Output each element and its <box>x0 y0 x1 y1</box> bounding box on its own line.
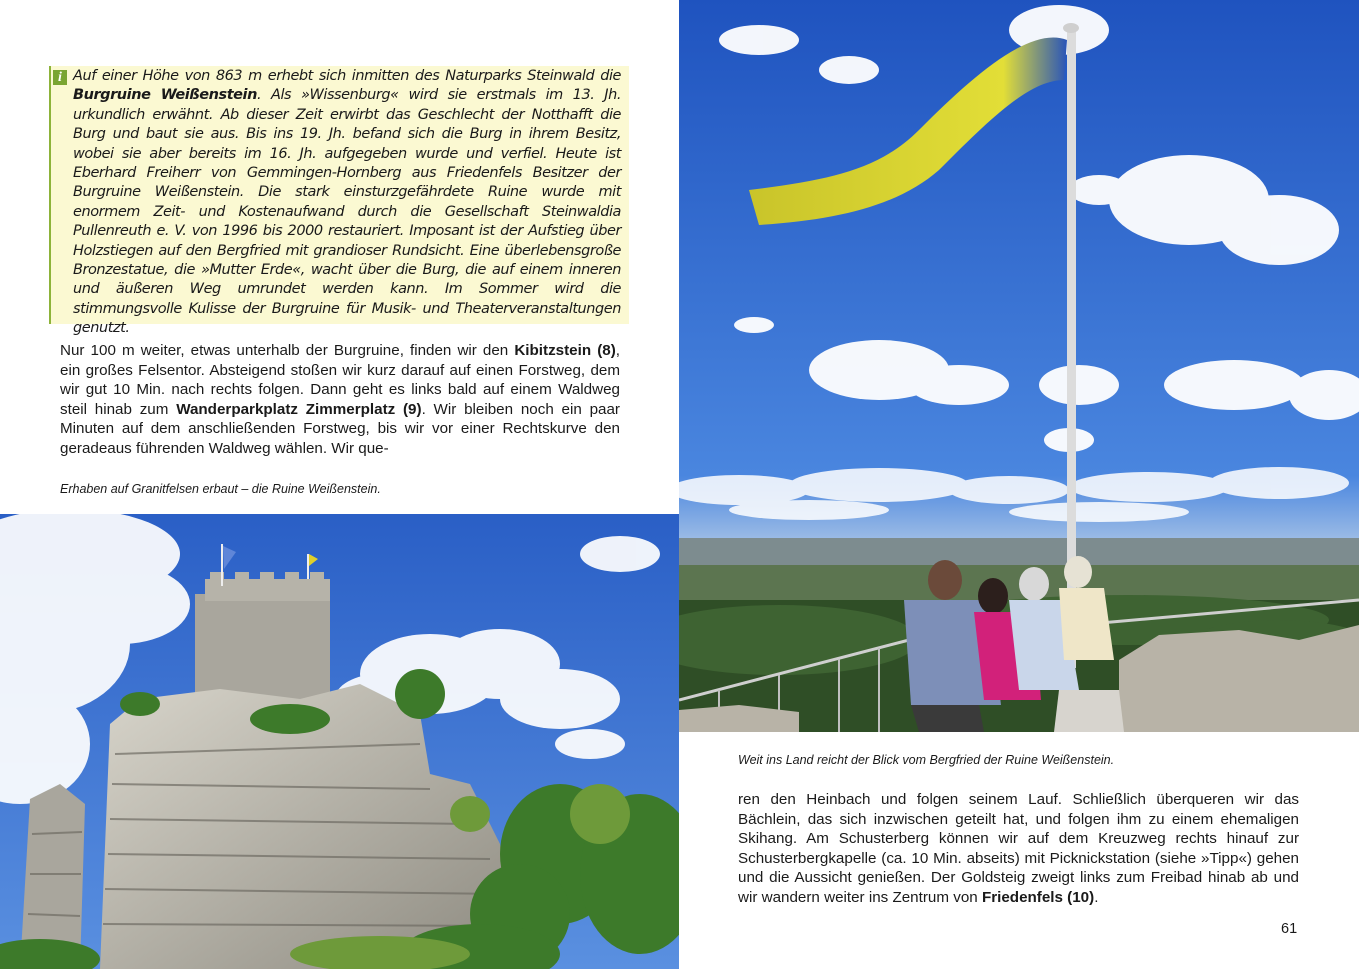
info-box-text <box>73 67 621 339</box>
info-box-accent-bar <box>49 66 51 324</box>
friedenfels-label: Friedenfels (10) <box>981 888 1095 906</box>
wanderparkplatz-label: Wanderparkplatz Zimmerplatz (9) <box>176 400 422 418</box>
page-number: 61 <box>1281 921 1298 937</box>
info-text-part-2: . Als »Wissenburg« wird sie erstmals im 13. Jh. urkundlich erwähnt. Ab dieser Zeit erwirbt das Geschlecht der Notthafft die Burg und baut sie aus. Bis ins 19. Jh. befand sich die Burg in ihrem Besitz, wobei sie aber bereits im 16. Jh. aufgegeben wurde und verfiel. Heute ist Eberhard Freiherr von Gemmingen-Hornberg aus Friedenfels Besitzer der Burgruine Weißenstein. Die stark einsturzgefährdete Ruine wurde mit enormem Zeit- und Kostenaufwand durch die Gesellschaft Steinwaldia Pullenreuth e. V. von 1996 bis 2000 restauriert. Imposant ist der Aufstieg über Holzstiegen auf den Bergfried mit grandioser Rundsicht. Eine überlebensgroße Bronzestatue, die »Mutter Erde«, wacht über die Burg, die auf einem inneren und äußeren Weg umrundet werden kann. Im Sommer wird die stimmungsvolle Kulisse der Burgruine für Musik- und Theaterveranstaltungen genutzt. <box>73 87 621 337</box>
left-text-3: . Wir bleiben noch ein paar Minuten auf dem anschließenden Forstweg, bis wir vor einer Rechtskurve den geradeaus führenden Waldweg wählen. Wir que- <box>60 400 620 457</box>
caption-right: Weit ins Land reicht der Blick vom Bergfried der Ruine Weißenstein. <box>738 753 1115 767</box>
left-body-paragraph <box>60 341 620 459</box>
left-text-1: Nur 100 m weiter, etwas unterhalb der Burgruine, finden wir den <box>60 342 515 359</box>
right-text-1: ren den Heinbach und folgen seinem Lauf. Schließlich überqueren wir das Bächlein, das sich inzwischen geteilt hat, und folgen ihm zu einem ehemaligen Skihang. Am Schusterberg können wir auf dem Kreuzweg rechts hinauf zur Schusterbergkapelle (ca. 10 Min. abseits) mit Picknickstation (siehe »Tipp«) gehen und die Aussicht genießen. Der Goldsteig zweigt links zum Freibad hinab ab und wir wandern weiter ins Zentrum von <box>738 791 1299 906</box>
left-text-2: , ein großes Felsentor. Absteigend stoßen wir kurz darauf auf einen Forstweg, dem wir gut 10 Min. nach rechts folgen. Dann geht es links bald auf einem Waldweg steil hinab zum <box>60 342 620 418</box>
kibitzstein-label: Kibitzstein (8) <box>514 342 616 359</box>
right-text-2: . <box>1094 888 1099 906</box>
info-highlight-burgruine: Burgruine Weißenstein <box>73 87 257 104</box>
caption-left: Erhaben auf Granitfelsen erbaut – die Ruine Weißenstein. <box>60 482 381 496</box>
info-icon: i <box>53 70 67 85</box>
info-text-part-1: Auf einer Höhe von 863 m erhebt sich inmitten des Naturparks Steinwald die <box>73 68 621 84</box>
viewpoint-photo <box>679 0 1359 732</box>
right-body-paragraph <box>738 790 1299 908</box>
castle-ruin-photo <box>0 514 679 969</box>
